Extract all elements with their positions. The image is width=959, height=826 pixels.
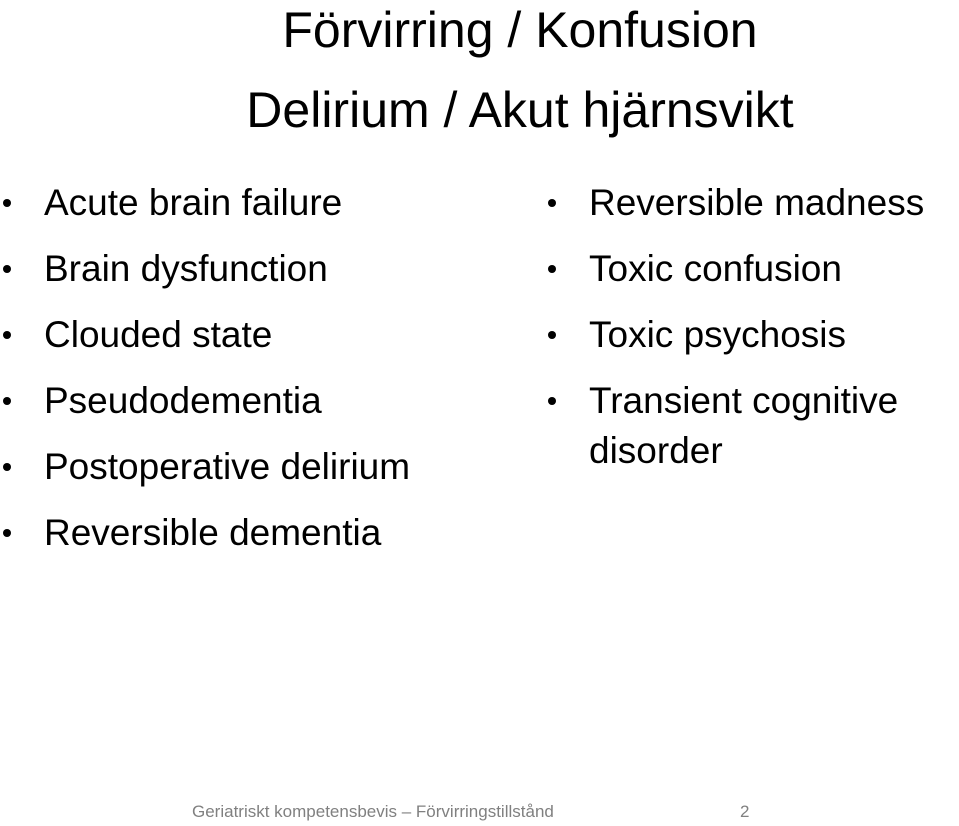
bullet-text: Acute brain failure bbox=[44, 182, 343, 223]
bullet-text: Transient cognitive disorder bbox=[589, 380, 899, 471]
footer-text: Geriatriskt kompetensbevis – Förvirringstillstånd bbox=[192, 802, 554, 821]
slide-title-line-1: Förvirring / Konfusion bbox=[282, 2, 758, 58]
bullet-icon bbox=[548, 265, 556, 273]
left-bullet-list bbox=[0, 178, 520, 574]
bullet-text: Reversible madness bbox=[589, 182, 925, 223]
right-bullet-list bbox=[545, 178, 959, 492]
bullet-icon bbox=[3, 265, 11, 273]
list-item bbox=[0, 244, 520, 294]
bullet-icon bbox=[548, 331, 556, 339]
bullet-text: Brain dysfunction bbox=[44, 248, 328, 289]
bullet-text: Postoperative delirium bbox=[44, 446, 411, 487]
bullet-icon bbox=[548, 397, 556, 405]
list-item bbox=[0, 508, 520, 558]
bullet-text: Clouded state bbox=[44, 314, 273, 355]
bullet-icon bbox=[3, 529, 11, 537]
bullet-icon bbox=[3, 331, 11, 339]
list-item bbox=[0, 442, 520, 492]
list-item bbox=[0, 376, 520, 426]
bullet-text: Toxic psychosis bbox=[589, 314, 847, 355]
list-item bbox=[545, 376, 959, 476]
slide-title-line-2: Delirium / Akut hjärnsvikt bbox=[246, 82, 794, 138]
list-item bbox=[545, 244, 959, 294]
bullet-text: Toxic confusion bbox=[589, 248, 842, 289]
bullet-text: Reversible dementia bbox=[44, 512, 382, 553]
list-item bbox=[0, 310, 520, 360]
list-item bbox=[0, 178, 520, 228]
list-item bbox=[545, 310, 959, 360]
bullet-icon bbox=[3, 463, 11, 471]
bullet-icon bbox=[548, 199, 556, 207]
list-item bbox=[545, 178, 959, 228]
page-number: 2 bbox=[740, 802, 750, 821]
bullet-text: Pseudodementia bbox=[44, 380, 322, 421]
bullet-icon bbox=[3, 199, 11, 207]
bullet-icon bbox=[3, 397, 11, 405]
